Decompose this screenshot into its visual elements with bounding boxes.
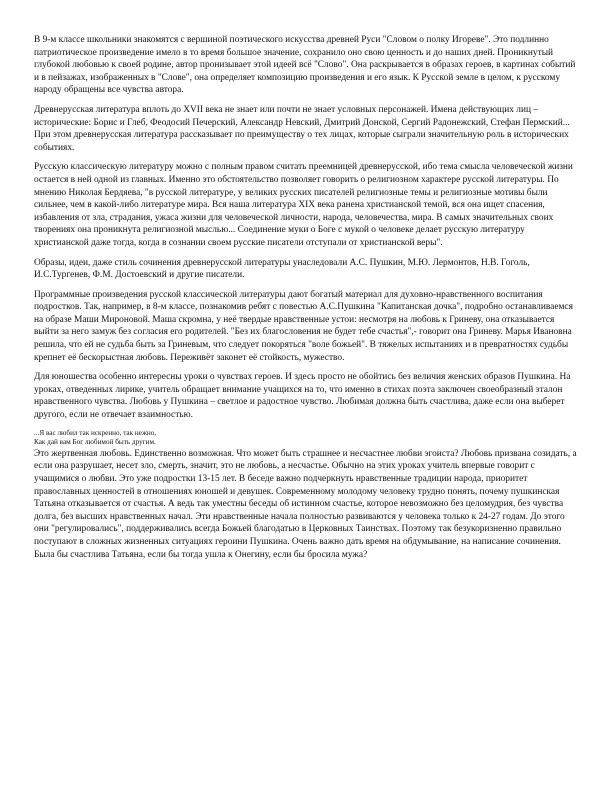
paragraph-captains-daughter: Программные произведения русской классической литературы дают богатый материал для духовно-нравственного воспитания подростков. Так, например, в 8-м классе, познакомив ребят с повестью А.С.Пушкина "Капитанская дочка", подробно останавливаемся на образе Маши Мироновой. Маша скромна, у неё твердые нравственные устои: несмотря на любовь к Гриневу, она отказывается выйти за него замуж без согласия его родителей. "Без их благословения не будет тебе счастья",- говорит она Гриневу. Марья Ивановна решила, что ей не судьба быть за Гриневым, что следует покоряться "воле божьей". В тяжелых испытаниях и в превратностях судьбы крепнет её бескорыстная любовь. Переживёт законет её стойкость, мужество. xyxy=(34,289,573,363)
paragraph-classical-literature: Русскую классическую литературу можно с полным правом считать преемницей древнерусской, ибо тема смысла человеческой жизни остается в ней одной из главных. Именно это обстоятельство позволяет говорить о религиозном характере русской литературы. По мнению Николая Бердяева, "в русской литературе, у великих русских писателей религиозные темы и религиозные мотивы были сильнее, чем в какой-либо литературе мира. Вся наша литература XIX века ранена христианской темой, вся она ищет спасения, избавления от зла, страдания, ужаса жизни для человеческой личности, народа, человечества, мира. В самых значительных своих творениях она проникнута религиозной мыслью... Соединение муки о Боге с мукой о человеке делает русскую литературу христианской даже тогда, когда в сознании своем русские писатели отступали от христианской веры". xyxy=(34,162,573,248)
poem-line: ...Я вас любил так искренно, так нежно, xyxy=(34,428,157,437)
paragraph-slovo: В 9-м классе школьники знакомятся с вершиной поэтического искусства древней Руси "Словом о полку Игореве". Это подлинно патриотическое произведение имело в то время большое значение, сохранило оно свою ценность и до наших дней. Проникнутый глубокой любовью к своей родине, автор пронизывает этой идеей всё "Слово". Она раскрывается в образах героев, в картинах событий и в пейзажах, изображенных в "Слове", она определяет композицию произведения и его язык. К Русской земле в целом, к русскому народу обращены все чувства автора. xyxy=(34,35,576,96)
poem-quote xyxy=(34,429,580,448)
paragraph-feelings: Для юношества особенно интересны уроки о чувствах героев. И здесь просто не обойтись без величия женских образов Пушкина. На уроках, отведенных лирике, учитель обращает внимание учащихся на то, что именно в стихах поэта заключен своеобразный эталон нравственного чувства. Любовь у Пушкина – светлое и радостное чувство. Любимая должна быть счастлива, даже если она выберет другого, если не отвечает взаимностью. xyxy=(34,372,571,421)
paragraph-old-russian-literature: Древнерусская литература вплоть до XVII века не знает или почти не знает условных персонажей. Имена действующих лиц – исторические: Борис и Глеб, Феодосий Печерский, Александр Невский, Дмитрий Донской, Сергий Радонежский, Стефан Пермский... При этом древнерусская литература рассказывает по преимуществу о тех лицах, которые сыграли значительную роль в исторических событиях. xyxy=(34,104,570,153)
document-page xyxy=(34,34,580,568)
paragraph-inheritance: Образы, идеи, даже стиль сочинения древнерусской литературы унаследовали А.С. Пушкин, М.Ю. Лермонтов, Н.В. Гоголь, И.С.Тургенев, Ф.М. Достоевский и другие писатели. xyxy=(34,257,530,281)
poem-line: Как дай вам Бог любимой быть другим. xyxy=(34,438,156,447)
paragraph-sacrificial-love: Это жертвенная любовь. Единственно возможная. Что может быть страшнее и несчастнее любви эгоиста? Любовь призвана созидать, а если она разрушает, несет зло, смерть, значит, это не любовь, а несчастье. Обычно на этих уроках учитель впервые говорит с учащимися о любви. Это уже подростки 13-15 лет. В беседе важно подчеркнуть нравственные традиции народа, приоритет православных ценностей в отношениях юношей и девушек. Современному молодому человеку трудно понять, почему пушкинская Татьяна отказывается от счастья. А ведь так уместны беседы об истинном счастье, которое невозможно без целомудрия, без чувства долга, без высших нравственных начал. Эти нравственные начала полностью развиваются у человека только к 24-27 годам. До этого они "регулировались", поддерживались всегда Божьей благодатью в Церковных Таинствах. Поэтому так безукоризненно правильно поступают в сложных жизненных ситуациях героини Пушкина. Очень важно дать время на обдумывание, на написание сочинения. Была бы счастлива Татьяна, если бы тогда ушла к Онегину, если бы бросила мужа? xyxy=(34,448,577,560)
